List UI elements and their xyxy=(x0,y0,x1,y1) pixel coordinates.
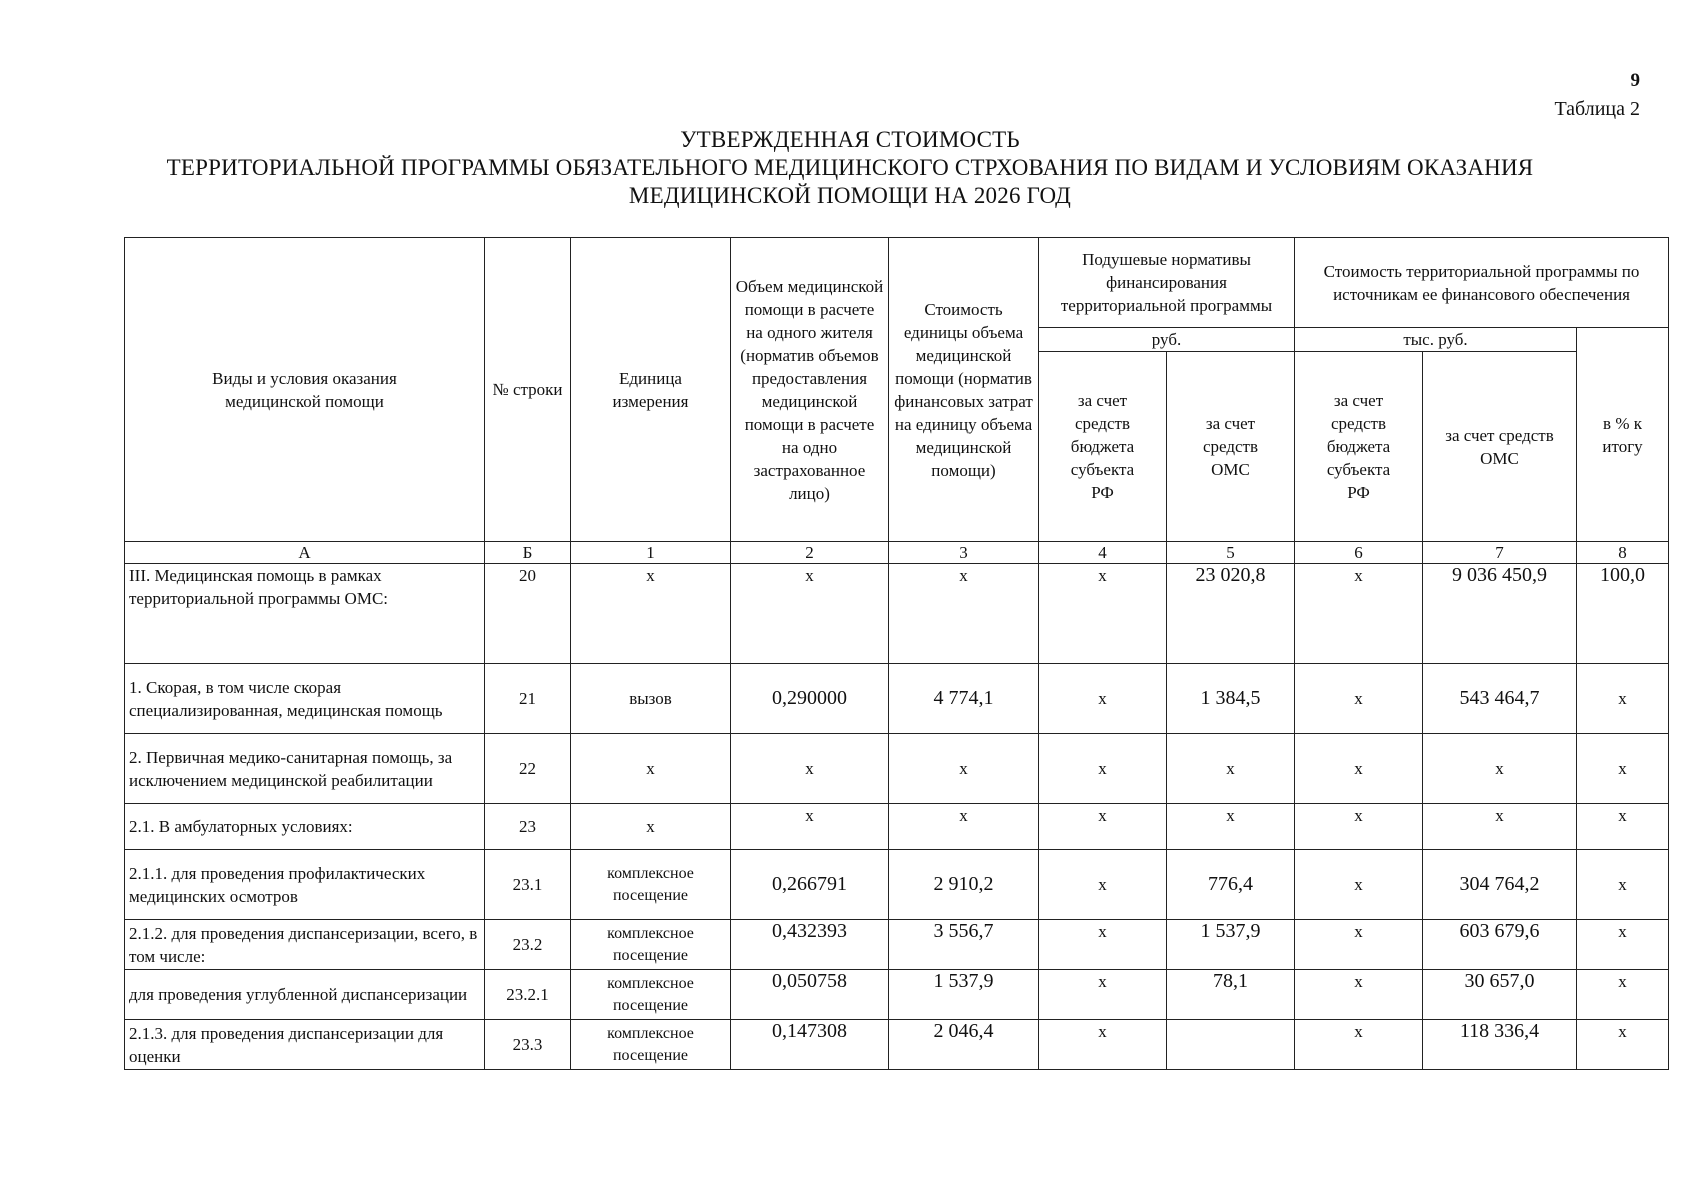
table-row xyxy=(125,920,1669,970)
row-oms-total: 304 764,2 xyxy=(1423,850,1577,920)
row-volume: х xyxy=(731,564,889,664)
row-unit: вызов xyxy=(571,664,731,734)
index-cell: 5 xyxy=(1167,542,1295,564)
title-line-3: МЕДИЦИНСКОЙ ПОМОЩИ НА 2026 ГОД xyxy=(628,183,1072,208)
row-name: 2. Первичная медико-санитарная помощь, за исключением медицинской реабилитации xyxy=(125,734,485,804)
index-row xyxy=(125,542,1669,564)
table-row xyxy=(125,734,1669,804)
row-budget-total: х xyxy=(1295,564,1423,664)
row-volume: 0,147308 xyxy=(731,1020,889,1070)
row-number: 22 xyxy=(485,734,571,804)
row-volume: х xyxy=(731,804,889,850)
row-budget-total: х xyxy=(1295,850,1423,920)
row-oms: х xyxy=(1167,804,1295,850)
title-line-2: ТЕРРИТОРИАЛЬНОЙ ПРОГРАММЫ ОБЯЗАТЕЛЬНОГО МЕДИЦИНСКОГО СТРХОВАНИЯ ПО ВИДАМ И УСЛОВИЯМ ОКАЗАНИЯ xyxy=(166,155,1534,180)
table-label: Таблица 2 xyxy=(1554,98,1640,120)
header-program-cost: Стоимость территориальной программы по источникам ее финансового обеспечения xyxy=(1295,238,1669,328)
row-unit: комплексное посещение xyxy=(571,920,731,970)
row-budget: х xyxy=(1039,1020,1167,1070)
header-oms-2: за счет средств ОМС xyxy=(1423,352,1577,542)
row-unit: комплексное посещение xyxy=(571,970,731,1020)
row-unit: х xyxy=(571,564,731,664)
row-budget: х xyxy=(1039,564,1167,664)
row-percent: х xyxy=(1577,920,1669,970)
row-oms-total: х xyxy=(1423,804,1577,850)
row-budget-total: х xyxy=(1295,1020,1423,1070)
header-unit: Единица измерения xyxy=(571,238,731,542)
row-budget-total: х xyxy=(1295,734,1423,804)
row-cost: 2 046,4 xyxy=(889,1020,1039,1070)
index-cell: 8 xyxy=(1577,542,1669,564)
row-budget: х xyxy=(1039,734,1167,804)
row-budget-total: х xyxy=(1295,804,1423,850)
row-oms-total: 30 657,0 xyxy=(1423,970,1577,1020)
header-types: Виды и условия оказания медицинской помощи xyxy=(125,238,485,542)
index-cell: 4 xyxy=(1039,542,1167,564)
row-oms: 776,4 xyxy=(1167,850,1295,920)
row-oms-total: 543 464,7 xyxy=(1423,664,1577,734)
document-title xyxy=(110,126,1590,210)
row-cost: 4 774,1 xyxy=(889,664,1039,734)
index-cell: 1 xyxy=(571,542,731,564)
row-percent: х xyxy=(1577,1020,1669,1070)
header-row-no: № строки xyxy=(485,238,571,542)
row-unit: х xyxy=(571,734,731,804)
row-cost: 1 537,9 xyxy=(889,970,1039,1020)
row-percent: х xyxy=(1577,804,1669,850)
row-name: III. Медицинская помощь в рамках территориальной программы ОМС: xyxy=(125,564,485,664)
row-budget-total: х xyxy=(1295,920,1423,970)
row-oms: х xyxy=(1167,734,1295,804)
index-cell: 7 xyxy=(1423,542,1577,564)
row-number: 23.2.1 xyxy=(485,970,571,1020)
header-rub: руб. xyxy=(1039,328,1295,352)
row-budget: х xyxy=(1039,920,1167,970)
row-percent: х xyxy=(1577,970,1669,1020)
row-name: 2.1.1. для проведения профилактических медицинских осмотров xyxy=(125,850,485,920)
row-oms-total: 603 679,6 xyxy=(1423,920,1577,970)
row-unit: комплексное посещение xyxy=(571,1020,731,1070)
row-number: 23 xyxy=(485,804,571,850)
header-row-1 xyxy=(125,238,1669,328)
header-oms: за счет средств ОМС xyxy=(1167,352,1295,542)
row-budget: х xyxy=(1039,664,1167,734)
row-cost: х xyxy=(889,564,1039,664)
index-cell: 2 xyxy=(731,542,889,564)
row-oms-total: х xyxy=(1423,734,1577,804)
row-oms-total: 118 336,4 xyxy=(1423,1020,1577,1070)
table-row xyxy=(125,1020,1669,1070)
row-name: для проведения углубленной диспансеризации xyxy=(125,970,485,1020)
row-oms: 78,1 xyxy=(1167,970,1295,1020)
row-percent: 100,0 xyxy=(1577,564,1669,664)
index-cell: А xyxy=(125,542,485,564)
row-percent: х xyxy=(1577,664,1669,734)
row-oms: 1 384,5 xyxy=(1167,664,1295,734)
row-number: 23.1 xyxy=(485,850,571,920)
index-cell: 6 xyxy=(1295,542,1423,564)
row-volume: 0,266791 xyxy=(731,850,889,920)
row-number: 21 xyxy=(485,664,571,734)
page-number: 9 xyxy=(1630,70,1640,91)
row-percent: х xyxy=(1577,850,1669,920)
table-row xyxy=(125,664,1669,734)
header-budget-rf-2: за счет средств бюджета субъекта РФ xyxy=(1295,352,1423,542)
row-name: 2.1.3. для проведения диспансеризации для оценки xyxy=(125,1020,485,1070)
row-unit: комплексное посещение xyxy=(571,850,731,920)
row-cost: 3 556,7 xyxy=(889,920,1039,970)
row-budget: х xyxy=(1039,850,1167,920)
row-budget-total: х xyxy=(1295,664,1423,734)
row-cost: 2 910,2 xyxy=(889,850,1039,920)
index-cell: 3 xyxy=(889,542,1039,564)
row-cost: х xyxy=(889,804,1039,850)
row-name: 1. Скорая, в том числе скорая специализированная, медицинская помощь xyxy=(125,664,485,734)
table-row xyxy=(125,804,1669,850)
table-row xyxy=(125,970,1669,1020)
row-budget-total: х xyxy=(1295,970,1423,1020)
row-volume: 0,050758 xyxy=(731,970,889,1020)
row-volume: х xyxy=(731,734,889,804)
header-volume: Объем медицинской помощи в расчете на одного жителя (норматив объемов предоставления медицинской помощи в расчете на одно застрахованное лицо) xyxy=(731,238,889,542)
row-unit: х xyxy=(571,804,731,850)
table-row xyxy=(125,850,1669,920)
row-number: 23.2 xyxy=(485,920,571,970)
row-volume: 0,290000 xyxy=(731,664,889,734)
header-thous-rub: тыс. руб. xyxy=(1295,328,1577,352)
table-row xyxy=(125,564,1669,664)
row-budget: х xyxy=(1039,970,1167,1020)
index-cell: Б xyxy=(485,542,571,564)
row-percent: х xyxy=(1577,734,1669,804)
title-line-1: УТВЕРЖДЕННАЯ СТОИМОСТЬ xyxy=(680,127,1020,152)
row-name: 2.1.2. для проведения диспансеризации, всего, в том числе: xyxy=(125,920,485,970)
row-oms: 1 537,9 xyxy=(1167,920,1295,970)
header-percent: в % к итогу xyxy=(1577,328,1669,542)
row-volume: 0,432393 xyxy=(731,920,889,970)
row-cost: х xyxy=(889,734,1039,804)
header-cost-unit: Стоимость единицы объема медицинской помощи (норматив финансовых затрат на единицу объема медицинской помощи) xyxy=(889,238,1039,542)
row-budget: х xyxy=(1039,804,1167,850)
header-per-capita: Подушевые нормативы финансирования территориальной программы xyxy=(1039,238,1295,328)
row-name: 2.1. В амбулаторных условиях: xyxy=(125,804,485,850)
row-number: 20 xyxy=(485,564,571,664)
cost-table xyxy=(124,237,1669,1070)
row-oms-total: 9 036 450,9 xyxy=(1423,564,1577,664)
row-oms xyxy=(1167,1020,1295,1070)
row-number: 23.3 xyxy=(485,1020,571,1070)
header-budget-rf: за счет средств бюджета субъекта РФ xyxy=(1039,352,1167,542)
row-oms: 23 020,8 xyxy=(1167,564,1295,664)
